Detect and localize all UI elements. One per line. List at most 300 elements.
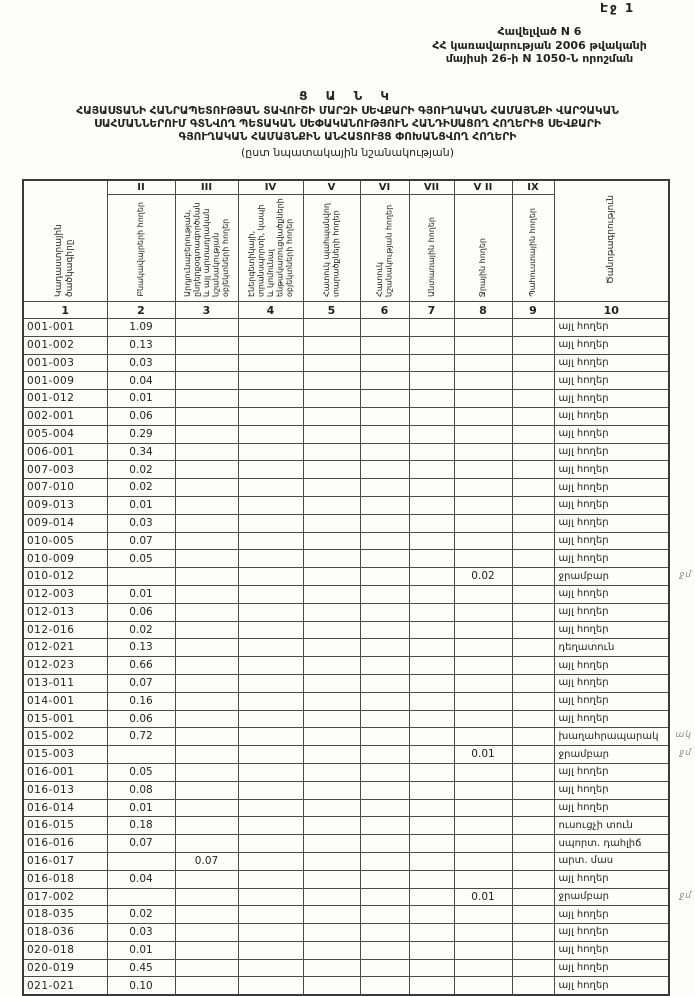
- table-row: [23, 924, 669, 942]
- area-value-cell: [360, 906, 409, 924]
- area-value-cell: 0.72: [107, 728, 175, 746]
- column-number: 4: [238, 302, 303, 319]
- table-row: [23, 763, 669, 781]
- area-value-cell: [175, 763, 238, 781]
- area-value-cell: [512, 710, 554, 728]
- title-line: ՍԱՀՄԱՆՆԵՐՈՒՄ ԳՏՆՎՈՂ ՊԵՏԱԿԱՆ ՍԵՓԱԿԱՆՈՒԹՅՈՒՆ ՀԱՆԴԻՍԱՑՈՂ ՀՈՂԵՐԻՑ ՍԵՎՔԱՐԻ: [94, 118, 601, 130]
- area-value-cell: [409, 621, 454, 639]
- area-value-cell: [512, 407, 554, 425]
- area-value-cell: [512, 496, 554, 514]
- column-header-forest-lands: [409, 195, 454, 302]
- note-cell: ուսուցչի տուն: [554, 817, 669, 835]
- area-value-cell: [409, 496, 454, 514]
- area-value-cell: [238, 443, 303, 461]
- area-value-cell: [360, 603, 409, 621]
- cadastral-code-cell: 007-010: [23, 479, 107, 497]
- note-cell: այլ հողեր: [554, 407, 669, 425]
- area-value-cell: 0.08: [107, 781, 175, 799]
- area-value-cell: [303, 532, 360, 550]
- area-value-cell: [303, 977, 360, 995]
- column-header-note: [554, 180, 669, 302]
- area-value-cell: 0.13: [107, 336, 175, 354]
- note-cell: ջրամբար ջմ: [554, 888, 669, 906]
- area-value-cell: [303, 710, 360, 728]
- area-value-cell: [360, 568, 409, 586]
- cadastral-code-cell: 016-014: [23, 799, 107, 817]
- table-row: [23, 710, 669, 728]
- area-value-cell: [454, 852, 512, 870]
- handwritten-margin-mark: ջմ: [679, 570, 692, 581]
- cadastral-code-cell: 016-001: [23, 763, 107, 781]
- area-value-cell: [409, 532, 454, 550]
- area-value-cell: [238, 692, 303, 710]
- area-value-cell: [512, 870, 554, 888]
- area-value-cell: [238, 461, 303, 479]
- column-header-label: Հատուկ պահպանվող տարածքների հողեր: [322, 203, 341, 297]
- appendix-line: Հավելված N 6: [497, 25, 582, 38]
- column-number: 3: [175, 302, 238, 319]
- area-value-cell: [512, 372, 554, 390]
- cadastral-code-cell: 002-001: [23, 407, 107, 425]
- area-value-cell: [409, 425, 454, 443]
- area-value-cell: 0.16: [107, 692, 175, 710]
- area-value-cell: 0.01: [107, 496, 175, 514]
- area-value-cell: [238, 799, 303, 817]
- area-value-cell: [512, 924, 554, 942]
- area-value-cell: [454, 710, 512, 728]
- area-value-cell: [454, 906, 512, 924]
- area-value-cell: [409, 443, 454, 461]
- area-value-cell: 0.01: [107, 799, 175, 817]
- title-subtitle: (ըստ նպատակային նշանակության): [240, 146, 455, 159]
- area-value-cell: [512, 461, 554, 479]
- area-value-cell: [238, 941, 303, 959]
- area-value-cell: 0.06: [107, 710, 175, 728]
- area-value-cell: [360, 336, 409, 354]
- area-value-cell: 0.07: [107, 835, 175, 853]
- column-header-water-lands: [454, 195, 512, 302]
- table-body: [23, 319, 692, 996]
- area-value-cell: [175, 906, 238, 924]
- area-value-cell: [175, 924, 238, 942]
- cadastral-code-cell: 015-001: [23, 710, 107, 728]
- area-value-cell: [175, 550, 238, 568]
- area-value-cell: [303, 888, 360, 906]
- area-value-cell: [238, 390, 303, 408]
- table-row: [23, 870, 669, 888]
- area-value-cell: [360, 461, 409, 479]
- cadastral-code-cell: 014-001: [23, 692, 107, 710]
- cadastral-code-cell: 009-014: [23, 514, 107, 532]
- area-value-cell: [454, 585, 512, 603]
- table-row: [23, 550, 669, 568]
- column-number: 10: [554, 302, 669, 319]
- note-cell: այլ հողեր: [554, 621, 669, 639]
- area-value-cell: [409, 924, 454, 942]
- area-value-cell: [409, 674, 454, 692]
- area-value-cell: [360, 870, 409, 888]
- table-row: [23, 443, 669, 461]
- table-row: [23, 941, 669, 959]
- area-value-cell: [512, 514, 554, 532]
- table-row: [23, 585, 669, 603]
- area-value-cell: [238, 621, 303, 639]
- area-value-cell: [512, 781, 554, 799]
- area-value-cell: [238, 603, 303, 621]
- table-row: [23, 835, 669, 853]
- cadastral-code-cell: 001-002: [23, 336, 107, 354]
- area-value-cell: [303, 550, 360, 568]
- area-value-cell: [409, 603, 454, 621]
- area-value-cell: 0.01: [107, 941, 175, 959]
- column-number: 8: [454, 302, 512, 319]
- area-value-cell: [238, 746, 303, 764]
- area-value-cell: [454, 674, 512, 692]
- cadastral-code-cell: 016-017: [23, 852, 107, 870]
- column-header-label: Բնակավայրերի հողեր: [136, 202, 146, 297]
- note-cell: սպորտ. դահլիճ: [554, 835, 669, 853]
- table-row: [23, 674, 669, 692]
- area-value-cell: [360, 621, 409, 639]
- area-value-cell: [303, 496, 360, 514]
- area-value-cell: [303, 781, 360, 799]
- area-value-cell: [303, 479, 360, 497]
- cadastral-code-cell: 016-018: [23, 870, 107, 888]
- area-value-cell: [454, 479, 512, 497]
- area-value-cell: [454, 781, 512, 799]
- area-value-cell: [238, 906, 303, 924]
- note-cell: այլ հողեր: [554, 959, 669, 977]
- area-value-cell: [303, 763, 360, 781]
- area-value-cell: [454, 799, 512, 817]
- area-value-cell: [175, 888, 238, 906]
- note-cell: այլ հողեր: [554, 799, 669, 817]
- table-row: [23, 657, 669, 675]
- area-value-cell: [360, 835, 409, 853]
- area-value-cell: [175, 496, 238, 514]
- area-value-cell: [454, 657, 512, 675]
- area-value-cell: [360, 763, 409, 781]
- table-row: [23, 568, 669, 586]
- area-value-cell: [409, 550, 454, 568]
- cadastral-code-cell: 001-003: [23, 354, 107, 372]
- cadastral-code-cell: 015-003: [23, 746, 107, 764]
- area-value-cell: [303, 407, 360, 425]
- area-value-cell: [175, 728, 238, 746]
- column-number: 7: [409, 302, 454, 319]
- area-value-cell: [409, 407, 454, 425]
- cadastral-code-cell: 018-035: [23, 906, 107, 924]
- area-value-cell: [409, 336, 454, 354]
- table-row: [23, 461, 669, 479]
- area-value-cell: 0.07: [175, 852, 238, 870]
- area-value-cell: 0.02: [107, 461, 175, 479]
- area-value-cell: [238, 479, 303, 497]
- area-value-cell: [303, 639, 360, 657]
- area-value-cell: [454, 461, 512, 479]
- area-value-cell: [175, 674, 238, 692]
- area-value-cell: 0.02: [107, 479, 175, 497]
- column-number: 6: [360, 302, 409, 319]
- land-parcels-table: [22, 179, 692, 996]
- column-number: 5: [303, 302, 360, 319]
- area-value-cell: [454, 977, 512, 995]
- table-row: [23, 532, 669, 550]
- area-value-cell: [454, 924, 512, 942]
- area-value-cell: [454, 407, 512, 425]
- area-value-cell: [360, 496, 409, 514]
- cadastral-code-cell: 001-009: [23, 372, 107, 390]
- table-row: [23, 888, 669, 906]
- area-value-cell: [175, 657, 238, 675]
- cadastral-code-cell: 012-003: [23, 585, 107, 603]
- area-value-cell: [409, 585, 454, 603]
- area-value-cell: [409, 372, 454, 390]
- area-value-cell: [454, 639, 512, 657]
- note-cell: այլ հողեր: [554, 870, 669, 888]
- area-value-cell: [454, 372, 512, 390]
- area-value-cell: 0.01: [454, 888, 512, 906]
- area-value-cell: [175, 425, 238, 443]
- area-value-cell: 0.03: [107, 354, 175, 372]
- area-value-cell: 0.66: [107, 657, 175, 675]
- column-header-label: Հատուկ նշանակության հողեր: [375, 204, 394, 297]
- area-value-cell: [454, 817, 512, 835]
- area-value-cell: 0.02: [454, 568, 512, 586]
- area-value-cell: 0.06: [107, 407, 175, 425]
- area-value-cell: [454, 941, 512, 959]
- cadastral-code-cell: 009-013: [23, 496, 107, 514]
- column-header-cadastral-code: [23, 180, 107, 302]
- cadastral-code-cell: 016-016: [23, 835, 107, 853]
- cadastral-code-cell: 013-011: [23, 674, 107, 692]
- appendix-line: մայիսի 26-ի N 1050-Ն որոշման: [445, 52, 634, 65]
- table-row: [23, 496, 669, 514]
- area-value-cell: [175, 532, 238, 550]
- area-value-cell: [238, 657, 303, 675]
- area-value-cell: [175, 959, 238, 977]
- table-row: [23, 425, 669, 443]
- area-value-cell: [303, 425, 360, 443]
- area-value-cell: [175, 354, 238, 372]
- note-cell: այլ հողեր: [554, 674, 669, 692]
- area-value-cell: [303, 461, 360, 479]
- handwritten-margin-mark: ակ: [675, 730, 692, 741]
- area-value-cell: [360, 674, 409, 692]
- area-value-cell: [175, 407, 238, 425]
- cadastral-code-cell: 010-005: [23, 532, 107, 550]
- area-value-cell: 0.02: [107, 621, 175, 639]
- area-value-cell: [360, 888, 409, 906]
- area-value-cell: [238, 639, 303, 657]
- area-value-cell: [303, 568, 360, 586]
- table-row: [23, 852, 669, 870]
- area-value-cell: [454, 550, 512, 568]
- area-value-cell: [454, 354, 512, 372]
- area-value-cell: [303, 746, 360, 764]
- document-title: [0, 89, 695, 159]
- area-value-cell: 0.01: [107, 390, 175, 408]
- appendix-header: [392, 25, 687, 66]
- area-value-cell: [303, 941, 360, 959]
- note-cell: այլ հողեր: [554, 336, 669, 354]
- column-header-label: Էներգետիկայի, տրանսպորտի, կապի և կոմունալ ենթակառուցվածքների օբյեկտների հողեր: [246, 198, 294, 297]
- area-value-cell: [409, 710, 454, 728]
- area-value-cell: [454, 763, 512, 781]
- table-row: [23, 746, 669, 764]
- area-value-cell: [360, 977, 409, 995]
- table-row: [23, 959, 669, 977]
- note-cell: այլ հողեր: [554, 906, 669, 924]
- cadastral-code-cell: 018-036: [23, 924, 107, 942]
- area-value-cell: [512, 354, 554, 372]
- area-value-cell: [175, 941, 238, 959]
- cadastral-code-cell: 012-021: [23, 639, 107, 657]
- area-value-cell: 0.04: [107, 870, 175, 888]
- area-value-cell: [238, 977, 303, 995]
- note-cell: այլ հողեր: [554, 479, 669, 497]
- area-value-cell: [303, 728, 360, 746]
- area-value-cell: 0.45: [107, 959, 175, 977]
- area-value-cell: [409, 781, 454, 799]
- area-value-cell: [303, 372, 360, 390]
- note-cell: այլ հողեր: [554, 390, 669, 408]
- area-value-cell: 0.05: [107, 550, 175, 568]
- area-value-cell: [512, 674, 554, 692]
- area-value-cell: [303, 870, 360, 888]
- table-row: [23, 728, 669, 746]
- cadastral-code-cell: 016-015: [23, 817, 107, 835]
- area-value-cell: [409, 959, 454, 977]
- area-value-cell: [107, 568, 175, 586]
- area-value-cell: 0.10: [107, 977, 175, 995]
- area-value-cell: [238, 781, 303, 799]
- area-value-cell: [303, 924, 360, 942]
- area-value-cell: [454, 336, 512, 354]
- area-value-cell: [238, 568, 303, 586]
- area-value-cell: [238, 959, 303, 977]
- note-cell: այլ հողեր: [554, 924, 669, 942]
- area-value-cell: [360, 372, 409, 390]
- area-value-cell: [175, 639, 238, 657]
- area-value-cell: [303, 390, 360, 408]
- area-value-cell: 0.07: [107, 674, 175, 692]
- area-value-cell: [409, 514, 454, 532]
- column-header-label: Անտառային հողեր: [426, 217, 436, 297]
- note-cell: այլ հողեր: [554, 514, 669, 532]
- area-value-cell: [107, 746, 175, 764]
- area-value-cell: [303, 336, 360, 354]
- area-value-cell: [175, 621, 238, 639]
- area-value-cell: [360, 692, 409, 710]
- area-value-cell: [454, 514, 512, 532]
- area-value-cell: [454, 692, 512, 710]
- area-value-cell: [360, 959, 409, 977]
- cadastral-code-cell: 012-016: [23, 621, 107, 639]
- area-value-cell: [409, 319, 454, 337]
- cadastral-code-cell: 005-004: [23, 425, 107, 443]
- note-cell: այլ հողեր: [554, 977, 669, 995]
- table-row: [23, 603, 669, 621]
- column-header-reserve-lands: [512, 195, 554, 302]
- area-value-cell: [454, 443, 512, 461]
- area-value-cell: [454, 835, 512, 853]
- table-row: [23, 906, 669, 924]
- area-value-cell: [175, 319, 238, 337]
- roman-numeral: V: [303, 180, 360, 195]
- area-value-cell: [175, 781, 238, 799]
- area-value-cell: [360, 479, 409, 497]
- column-header-energy-transport-lands: [238, 195, 303, 302]
- area-value-cell: [512, 763, 554, 781]
- area-value-cell: [303, 603, 360, 621]
- area-value-cell: [238, 550, 303, 568]
- area-value-cell: [175, 514, 238, 532]
- area-value-cell: [303, 657, 360, 675]
- area-value-cell: [175, 835, 238, 853]
- area-value-cell: [409, 746, 454, 764]
- area-value-cell: [454, 425, 512, 443]
- table-row: [23, 639, 669, 657]
- area-value-cell: [409, 461, 454, 479]
- area-value-cell: [454, 728, 512, 746]
- area-value-cell: [107, 888, 175, 906]
- roman-numeral: VI: [360, 180, 409, 195]
- column-number: 9: [512, 302, 554, 319]
- area-value-cell: [409, 479, 454, 497]
- area-value-cell: 0.29: [107, 425, 175, 443]
- table-row: [23, 372, 669, 390]
- area-value-cell: [238, 817, 303, 835]
- cadastral-code-cell: 020-018: [23, 941, 107, 959]
- area-value-cell: [238, 888, 303, 906]
- note-cell: այլ հողեր: [554, 425, 669, 443]
- area-value-cell: [409, 941, 454, 959]
- area-value-cell: [238, 852, 303, 870]
- note-cell: այլ հողեր: [554, 354, 669, 372]
- area-value-cell: [409, 657, 454, 675]
- area-value-cell: [175, 372, 238, 390]
- area-value-cell: [303, 692, 360, 710]
- area-value-cell: [360, 407, 409, 425]
- area-value-cell: 1.09: [107, 319, 175, 337]
- roman-numeral-row: [23, 180, 669, 195]
- area-value-cell: 0.06: [107, 603, 175, 621]
- area-value-cell: [512, 390, 554, 408]
- area-value-cell: [512, 746, 554, 764]
- note-cell: այլ հողեր: [554, 941, 669, 959]
- roman-numeral: III: [175, 180, 238, 195]
- area-value-cell: [512, 603, 554, 621]
- area-value-cell: [303, 906, 360, 924]
- area-value-cell: [175, 692, 238, 710]
- area-value-cell: [303, 959, 360, 977]
- area-value-cell: [409, 568, 454, 586]
- note-cell: խաղահրապարակ ակ: [554, 728, 669, 746]
- column-header-protected-areas-lands: [303, 195, 360, 302]
- area-value-cell: [409, 977, 454, 995]
- area-value-cell: [238, 674, 303, 692]
- table-row: [23, 336, 669, 354]
- cadastral-code-cell: 006-001: [23, 443, 107, 461]
- area-value-cell: [303, 585, 360, 603]
- area-value-cell: [360, 657, 409, 675]
- area-value-cell: [409, 817, 454, 835]
- area-value-cell: [175, 710, 238, 728]
- area-value-cell: [454, 496, 512, 514]
- area-value-cell: [107, 852, 175, 870]
- title-heading: Ց Ա Ն Կ: [299, 89, 396, 103]
